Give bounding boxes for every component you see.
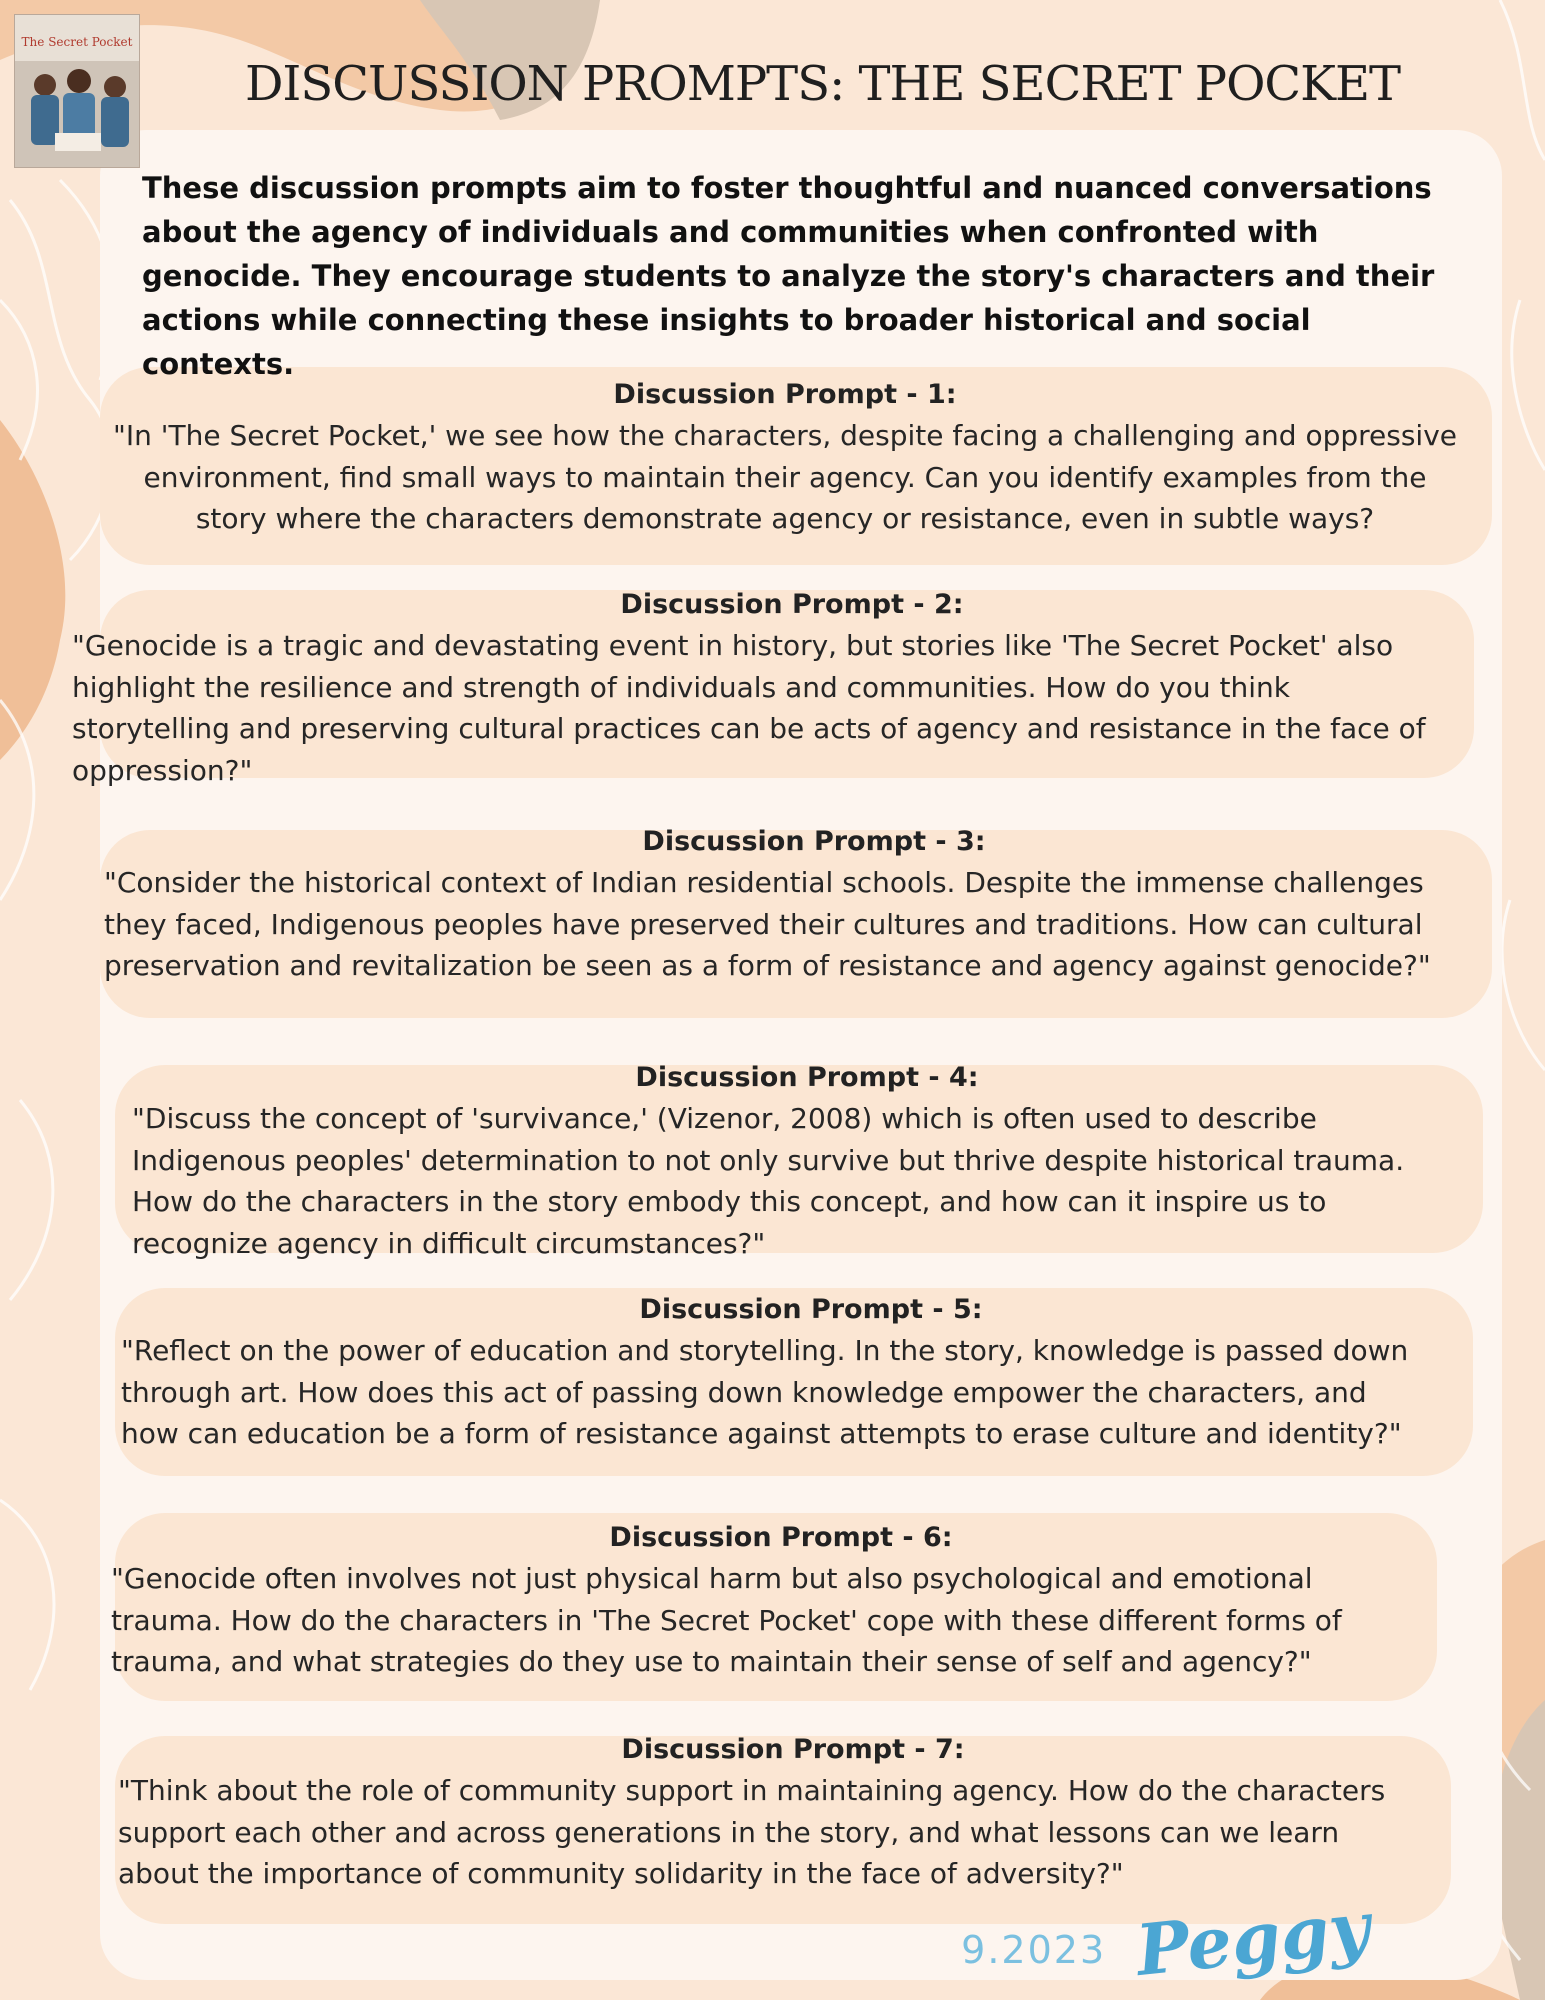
prompt-5-heading: Discussion Prompt - 5: xyxy=(639,1294,983,1325)
prompt-4-text: "Discuss the concept of 'survivance,' (Vizenor, 2008) which is often used to describe Indigenous peoples' determination to not only survive but thrive despite historical trauma. How do the characters in the story embody this concept, and how can it inspire us to recognize agency in difficult circumstances?" xyxy=(132,1102,1405,1260)
prompt-3-heading: Discussion Prompt - 3: xyxy=(642,826,986,857)
prompt-1 xyxy=(70,375,1500,540)
prompt-2 xyxy=(72,585,1512,791)
signature-name: Peggy xyxy=(1132,1885,1374,1992)
prompt-3-text: "Consider the historical context of Indian residential schools. Despite the immense challenges they faced, Indigenous peoples have preserved their cultures and traditions. How can cultural preservation and revitalization be seen as a form of resistance and agency against genocide?" xyxy=(104,866,1431,982)
prompt-4-heading: Discussion Prompt - 4: xyxy=(635,1062,979,1093)
prompt-7-text: "Think about the role of community support in maintaining agency. How do the characters support each other and across generations in the story, and what lessons can we learn about the importance of community solidarity in the face of adversity?" xyxy=(118,1774,1386,1890)
prompt-2-heading: Discussion Prompt - 2: xyxy=(620,589,964,620)
signature-date: 9.2023 xyxy=(961,1928,1107,1972)
page-title: DISCUSSION PROMPTS: THE SECRET POCKET xyxy=(244,56,1401,112)
prompt-4 xyxy=(132,1058,1482,1264)
signature xyxy=(961,1885,1374,1992)
prompt-2-text: "Genocide is a tragic and devastating event in history, but stories like 'The Secret Pocket' also highlight the resilience and strength of individuals and communities. How do you think storytelling and preserving cultural practices can be acts of agency and resistance in the face of oppression?" xyxy=(72,629,1426,787)
prompt-3 xyxy=(104,822,1524,987)
intro-paragraph: These discussion prompts aim to foster thoughtful and nuanced conversations about the agency of individuals and communities when confronted with genocide. They encourage students to analyze the story's characters and their actions while connecting these insights to broader historical and social contexts. xyxy=(142,171,1435,381)
prompt-5-text: "Reflect on the power of education and storytelling. In the story, knowledge is passed down through art. How does this act of passing down knowledge empower the characters, and how can education be a form of resistance against attempts to erase culture and identity?" xyxy=(121,1334,1409,1450)
prompt-7-heading: Discussion Prompt - 7: xyxy=(621,1734,965,1765)
prompt-1-text: "In 'The Secret Pocket,' we see how the characters, despite facing a challenging and oppressive environment, find small ways to maintain their agency. Can you identify examples from the story where the characters demonstrate agency or resistance, even in subtle ways? xyxy=(113,419,1457,535)
prompt-7 xyxy=(118,1730,1468,1895)
prompt-6-heading: Discussion Prompt - 6: xyxy=(609,1522,953,1553)
prompt-1-heading: Discussion Prompt - 1: xyxy=(613,379,957,410)
prompt-6 xyxy=(111,1518,1451,1683)
cover-title: The Secret Pocket xyxy=(21,35,133,49)
prompt-6-text: "Genocide often involves not just physical harm but also psychological and emotional trauma. How do the characters in 'The Secret Pocket' cope with these different forms of trauma, and what strategies do they use to maintain their sense of self and agency?" xyxy=(111,1562,1342,1678)
prompt-5 xyxy=(121,1290,1501,1455)
